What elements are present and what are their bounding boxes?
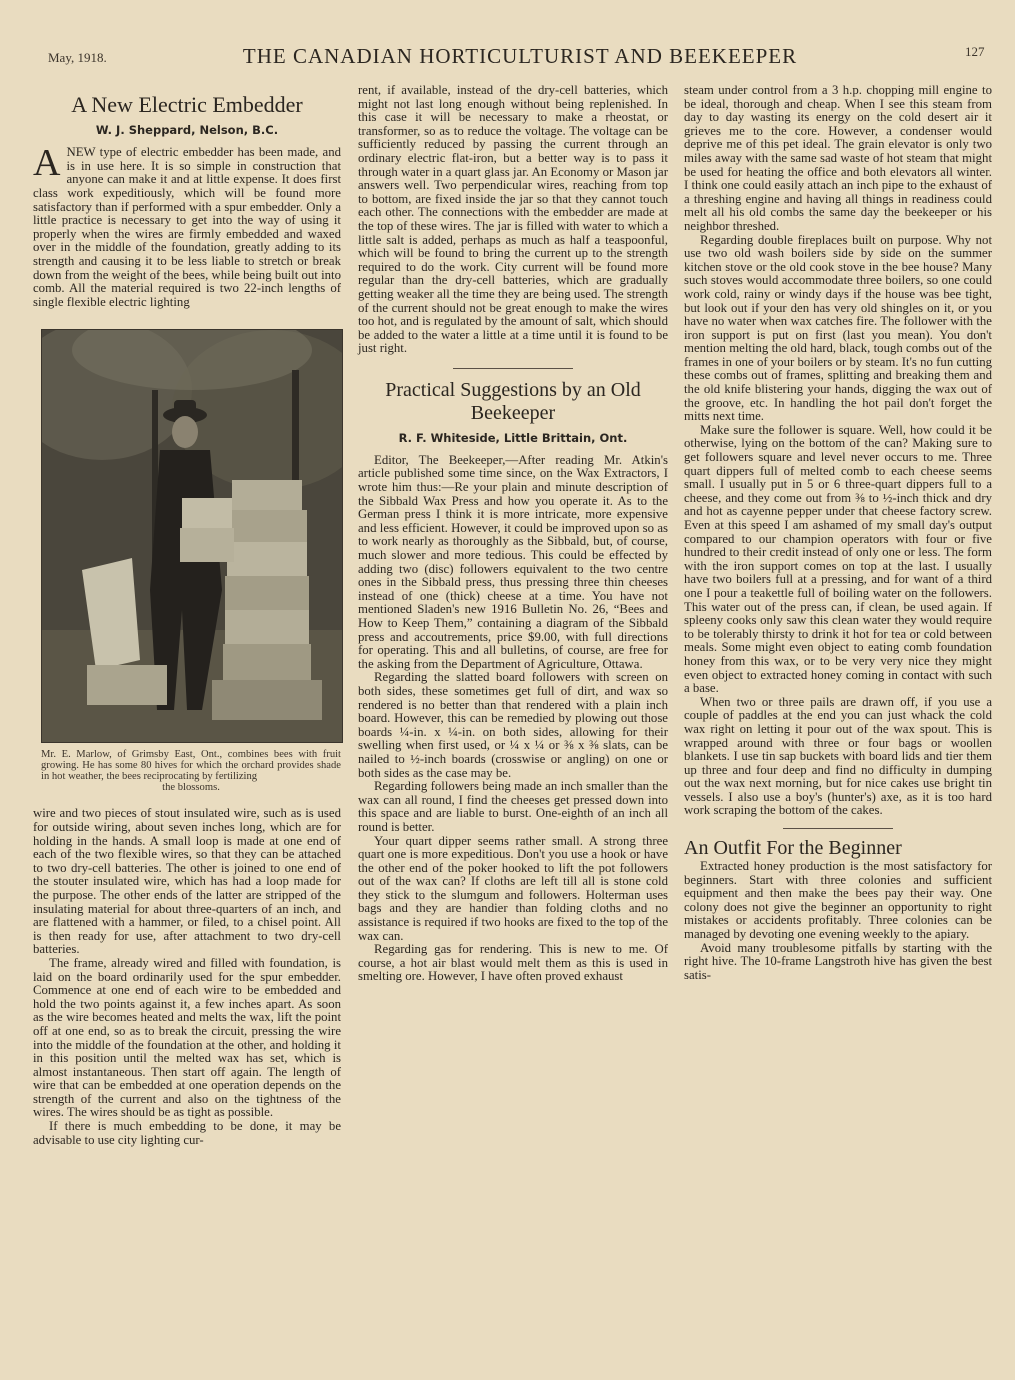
article-paragraph: When two or three pails are drawn off, if you use a couple of paddles at the end you can just whack the cold wax right on letting it pour out of the wax spout. This is wrapped around with three or four bags or woollen blankets. I use tin sap buckets with board lids and tier them up three and four deep and find no difficulty in dumping out the wax next morning, but for nice cakes use bright tin vessels. I also use a boy's (hunter's) axe, as it is too hard work scraping the bottom of the cakes. bbox=[684, 694, 992, 818]
section-divider bbox=[453, 368, 573, 369]
article-paragraph: Editor, The Beekeeper,—After reading Mr. Atkin's article published some time since, on the Wax Extractors, I wrote him thus:—Re your plain and minute description of the Sibbald Wax Press and how you operate it. As to the German press I think it is more intricate, more expensive and less efficient. However, it could be improved upon so as to work nearly as thoroughly as the Sibbald, but, of course, much slower and more tedious. This could be effected by adding two (disc) followers equivalent to the two centre ones in the Sibbald press, thus pressing three thin cheeses instead of one (thick) cheese at a time. You have not mentioned Sladen's new 1916 Bulletin No. 26, “Bees and How to Keep Them,” containing a diagram of the Sibbald press and accoutrements, price $9.00, with full directions for operating. This and all bulletins, of course, are free for the asking from the Department of Agriculture, Ottawa. bbox=[358, 452, 668, 671]
beekeeper-photo-illustration bbox=[42, 330, 342, 742]
article-paragraph: Your quart dipper seems rather small. A strong three quart one is more expeditious. Don't you use a hook or have the other end of the poker hooked to lift the pot followers out of the wax can? If cloths are left till all is stone cold they stick to the slumgum and followers. Holterman uses bags and they are handier than folding cloths and no assistance is required if two hooks are fixed to the top of the wax can. bbox=[358, 833, 668, 943]
magazine-title: THE CANADIAN HORTICULTURIST AND BEEKEEPER bbox=[242, 44, 798, 68]
article-paragraph: wire and two pieces of stout insulated wire, such as is used for outside wiring, about seven inches long, which are for holding in the hands. A small loop is made at one end of each of the two flexible wires, so that they can be attached to two dry-cell batteries. The other is joined to one end of the stouter insulated wire, which has had a loop made for the purpose. The other ends of the latter are stripped of the insulating material for about three-quarters of an inch, and are flattened with a hammer, or filed, to a chisel point. All is then ready for use, after attachment to two dry-cell batteries. bbox=[33, 806, 341, 957]
article-paragraph: The frame, already wired and filled with foundation, is laid on the board ordinarily used for the spur embedder. Commence at one end of each wire to be embedded and hold the two points against it, a few inches apart. As soon as the wire becomes heated and melts the wax, lift the point off at one end, so as to break the circuit, pressing the wire into the middle of the foundation at the other, and holding it in this position until the melted wax has set, which is almost instantaneous. Then start off again. The length of wire that can be embedded at one operation depends on the strength of the current and also on the tightness of the wires. The wires should be as tight as possible. bbox=[33, 955, 341, 1120]
article-byline-sheppard: W. J. Sheppard, Nelson, B.C. bbox=[95, 123, 279, 138]
caption-text: Mr. E. Marlow, of Grimsby East, Ont., combines bees with fruit growing. He has some 80 hives for which the orchard provides shade in hot weather, the bees reciprocating by fertilizing bbox=[41, 749, 341, 783]
article-title-practical-suggestions: Practical Suggestions by an Old Beekeeper bbox=[385, 378, 641, 424]
caption-text-end: the blossoms. bbox=[162, 782, 220, 794]
article-paragraph: Regarding gas for rendering. This is new to me. Of course, a hot air blast would melt them as this is used in smelting ore. However, I have often proved exhaust bbox=[358, 942, 668, 984]
paragraph-text: NEW type of electric embedder has been made, and is in use here. It is so simple in construction that anyone can make it and at little expense. It does first class work expeditiously, which will be found more satisfactory than if performed with a spur embedder. Only a little practice is necessary to get into the way of using it properly when the wires are firmly embedded and waxed over in the middle of the foundation, greatly adding to its strength and causing it to be less liable to stretch or break down from the weight of the bees, while being built out into comb. All the material required is two 22-inch lengths of single flexible electric lighting bbox=[33, 145, 341, 309]
column-left bbox=[33, 84, 341, 1147]
article-paragraph: Extracted honey production is the most satisfactory for beginners. Start with three colonies and sufficient equipment and then make the bees pay their way. One colony does not give the beginner an opportunity to right mistakes or accidents profitably. Three colonies can be managed by devoting one evening weekly to the apiary. bbox=[684, 859, 992, 942]
page-number: 127 bbox=[965, 44, 985, 59]
section-divider bbox=[783, 828, 893, 829]
photo-caption bbox=[41, 749, 341, 793]
drop-cap: A bbox=[33, 142, 61, 185]
article-paragraph: Regarding followers being made an inch smaller than the wax can all round, I find the cheeses get pressed down into this space and are liable to burst. One-eighth of an inch all round is better. bbox=[358, 779, 668, 834]
beekeeper-photo bbox=[41, 329, 343, 743]
article-title-outfit-beginner: An Outfit For the Beginner bbox=[684, 837, 902, 860]
article-paragraph: rent, if available, instead of the dry-cell batteries, which might not last long enough without being replenished. In this case it will be necessary to make a rheostat, or transformer, so as to reduce the voltage. The voltage can be sufficiently reduced by passing the current through an ordinary electric flat-iron, but a better way is to pass it through water in a quart glass jar. An Economy or Mason jar answers well. Two perpendicular wires, reaching from top to bottom, are fixed inside the jar so that they cannot touch each other. The connections with the embedder are made at the top of these wires. The jar is filled with water to which a little salt is added, perhaps as much as half a teaspoonful, which will be found to bring the current up to the strength required to do the work. City current will be found more regular than the dry-cell batteries, which are gradually getting weaker all the time they are being used. The strength of the current should not be great enough to make the wires too hot, and is regulated by the amount of salt, which should be added to the water a little at a time until it is found to be just right. bbox=[358, 83, 668, 356]
article-paragraph: Regarding double fireplaces built on purpose. Why not use two old wash boilers side by side on the summer kitchen stove or the old cook stove in the bee house? Many such stoves would accommodate three boilers, so one could work cold, rainy or windy days if the house was bee tight, but look out if your den has very old shingles on it, or you have no water when wax catches fire. The follower with the iron support is put on first (last you mean). You don't mention melting the old hard, black, tough combs out of the frames in one of your boilers or by steam. It's no fun cutting these combs out of frames, splitting and breaking them and the old knife blistering your hands, digging the wax out of the groove, etc. In handling the hot pail don't forget the mitts next time. bbox=[684, 232, 992, 424]
column-right bbox=[684, 84, 992, 982]
article-paragraph: Avoid many troublesome pitfalls by starting with the right hive. The 10-frame Langstroth hive has given the best satis- bbox=[684, 940, 992, 982]
article-paragraph: steam under control from a 3 h.p. chopping mill engine to be ideal, thorough and cheap. When I see this steam from day to day wasting its energy on the cold desert air it grieves me to the core. However, a condenser would deprive me of this pet ideal. The grain elevator is only two miles away with the same sad waste of hot steam that might be used for heating the office and both elevators all winter. I think one could easily attach an inch pipe to the exhaust of a threshing engine and having all things in readiness could melt all his old combs the same day the beekeeper or his neighbor threshed. bbox=[684, 83, 992, 233]
column-middle bbox=[358, 84, 668, 984]
article-paragraph: Make sure the follower is square. Well, how could it be otherwise, lying on the bottom of the can? Making sure to get followers square and level never occurs to me. Three quart dippers full of melted comb to each cheese seems small. I usually put in 5 or 6 three-quart dippers full to a cheese, and they come out from ⅜ to ½-inch thick and dry and hot as cayenne pepper under that cheese factory screw. Even at this speed I am ashamed of my small day's output compared to our champion operators with four or five hundred to their credit instead of only one or less. The form with the iron support comes on top at the last. I usually have two boilers full at a pressing, and for want of a third one I pour a teakettle full of boiling water on the followers. This water out of the press can, if clean, be used again. If spleeny cooks only saw this clean water they would require to be tolerably thirsty to drink it hot for tea or cold between meals. Some might even object to eating comb foundation honey from this wax, or to be very very nice they might even object to extracted honey coming in contact with such a base. bbox=[684, 422, 992, 696]
issue-date: May, 1918. bbox=[48, 50, 107, 65]
article-paragraph: Regarding the slatted board followers with screen on both sides, these sometimes get full of dirt, and wax so rendered is no better than that rendered with a plain inch board. However, this can be remedied by plowing out those boards ¼-in. x ¼-in. on both sides, allowing for their swelling when first used, or ¼ x ¼ or ⅜ x ⅜ slats, can be nailed to ½-inch boards (crosswise or angling) on one or both sides as the case may be. bbox=[358, 670, 668, 780]
article-title-electric-embedder: A New Electric Embedder bbox=[71, 92, 303, 117]
article-paragraph bbox=[33, 142, 341, 309]
article-byline-whiteside: R. F. Whiteside, Little Brittain, Ont. bbox=[398, 430, 628, 445]
article-paragraph: If there is much embedding to be done, it may be advisable to use city lighting cur- bbox=[33, 1119, 341, 1147]
